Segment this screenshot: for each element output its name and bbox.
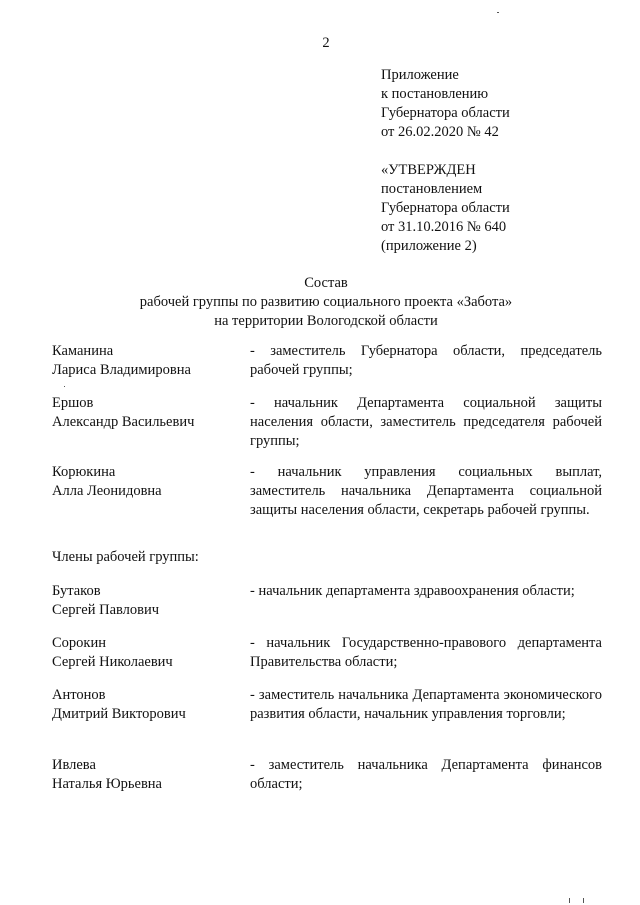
document-title bbox=[0, 274, 640, 331]
given-names: Алла Леонидовна bbox=[52, 483, 162, 499]
person-name bbox=[52, 634, 242, 672]
scan-speck bbox=[569, 898, 570, 903]
approved-line: постановлением bbox=[381, 181, 483, 197]
page-number: 2 bbox=[322, 35, 330, 51]
surname: Каманина bbox=[52, 343, 114, 359]
approved-line: от 31.10.2016 № 640 bbox=[381, 219, 507, 235]
approval-line: от 26.02.2020 № 42 bbox=[381, 124, 499, 140]
approval-line: Губернатора области bbox=[381, 105, 510, 121]
position-text: - заместитель начальника Департамента экономического развития области, начальник управления торговли; bbox=[250, 687, 602, 722]
title-line: на территории Вологодской области bbox=[214, 313, 438, 329]
position-text: - начальник департамента здравоохранения области; bbox=[250, 583, 575, 599]
approval-block bbox=[381, 66, 611, 256]
surname: Сорокин bbox=[52, 635, 106, 651]
position-text: - заместитель Губернатора области, председатель рабочей группы; bbox=[250, 343, 602, 378]
approved-line: Губернатора области bbox=[381, 200, 510, 216]
surname: Ершов bbox=[52, 395, 94, 411]
scan-speck bbox=[497, 12, 499, 13]
position-text: - заместитель начальника Департамента финансов области; bbox=[250, 757, 602, 792]
position-text: - начальник управления социальных выплат, заместитель начальника Департамента социальной защиты населения области, секретарь рабочей группы. bbox=[250, 464, 602, 518]
person-name bbox=[52, 342, 242, 380]
position-text: - начальник Департамента социальной защиты населения области, заместитель председателя рабочей группы; bbox=[250, 395, 602, 449]
person-name bbox=[52, 686, 242, 724]
scan-speck bbox=[583, 898, 584, 903]
given-names: Александр Васильевич bbox=[52, 414, 195, 430]
position-text: - начальник Государственно-правового департамента Правительства области; bbox=[250, 635, 602, 670]
title-line: рабочей группы по развитию социального проекта «Забота» bbox=[139, 294, 513, 310]
person-name bbox=[52, 394, 242, 432]
given-names: Лариса Владимировна bbox=[52, 362, 191, 378]
person-name bbox=[52, 582, 242, 620]
person-name bbox=[52, 756, 242, 794]
surname: Антонов bbox=[52, 687, 106, 703]
surname: Бутаков bbox=[52, 583, 101, 599]
person-name bbox=[52, 463, 242, 501]
surname: Корюкина bbox=[52, 464, 116, 480]
given-names: Сергей Николаевич bbox=[52, 654, 173, 670]
approved-line: «УТВЕРЖДЕН bbox=[381, 162, 476, 178]
approval-line: Приложение bbox=[381, 67, 459, 83]
scan-speck bbox=[64, 386, 65, 387]
members-heading: Члены рабочей группы: bbox=[52, 549, 199, 565]
surname: Ивлева bbox=[52, 757, 96, 773]
approved-line: (приложение 2) bbox=[381, 238, 477, 254]
approval-line: к постановлению bbox=[381, 86, 489, 102]
given-names: Сергей Павлович bbox=[52, 602, 160, 618]
given-names: Наталья Юрьевна bbox=[52, 776, 162, 792]
title-line: Состав bbox=[304, 275, 348, 291]
given-names: Дмитрий Викторович bbox=[52, 706, 186, 722]
